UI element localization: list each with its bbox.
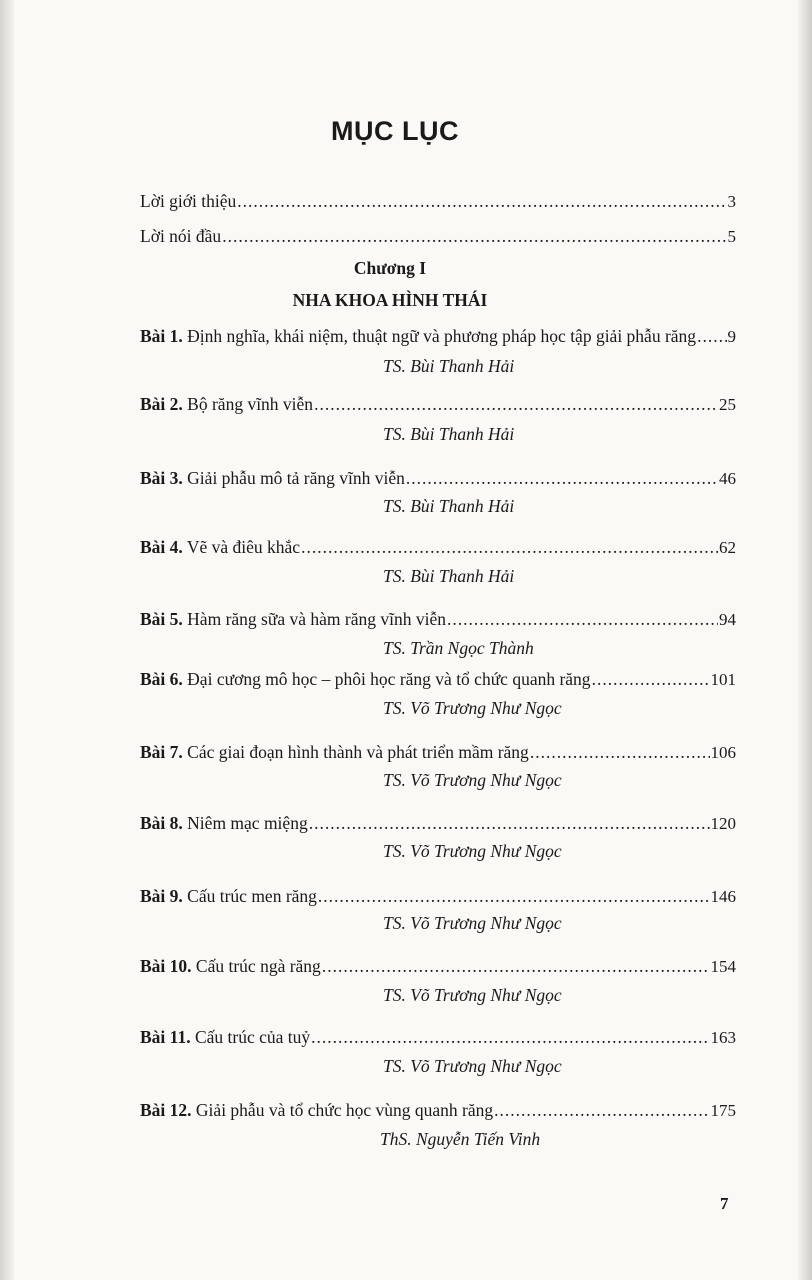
entry-page: 5 [727,227,736,246]
dot-leader [301,537,718,558]
lesson-number: Bài 6. [140,669,183,689]
lesson-title: Định nghĩa, khái niệm, thuật ngữ và phương pháp học tập giải phẫu răng [182,326,697,346]
dot-leader [494,1100,709,1121]
lesson-title: Cấu trúc men răng [182,886,317,906]
lesson-number: Bài 9. [140,886,183,906]
lesson-page: 163 [710,1028,736,1047]
lesson-number: Bài 8. [140,813,183,833]
lesson-author: TS. Bùi Thanh Hải [383,424,515,444]
toc-entry-lesson-1 [140,326,736,347]
toc-entry-lesson-12 [140,1100,736,1121]
lesson-author: TS. Trần Ngọc Thành [383,638,534,658]
toc-entry-lesson-8 [140,813,736,834]
dot-leader [309,813,710,834]
lesson-page: 101 [710,670,736,689]
lesson-page: 146 [710,887,736,906]
lesson-author: TS. Bùi Thanh Hải [383,566,515,586]
lesson-title: Các giai đoạn hình thành và phát triển mầm răng [182,742,529,762]
lesson-title: Hàm răng sữa và hàm răng vĩnh viễn [182,609,446,629]
dot-leader [237,191,726,212]
toc-entry-lesson-4 [140,537,736,558]
lesson-number: Bài 4. [140,537,183,557]
lesson-page: 120 [710,814,736,833]
lesson-author: TS. Võ Trương Như Ngọc [383,1056,562,1076]
toc-entry-lesson-7 [140,742,736,763]
dot-leader [222,226,726,247]
dot-leader [318,886,710,907]
lesson-number: Bài 12. [140,1100,192,1120]
lesson-author: TS. Võ Trương Như Ngọc [383,985,562,1005]
page-edge-left [0,0,14,1280]
toc-entry-lesson-11 [140,1027,736,1048]
lesson-title: Cấu trúc của tuỷ [190,1027,311,1047]
page-number: 7 [720,1194,729,1213]
lesson-number: Bài 1. [140,326,183,346]
lesson-author: TS. Võ Trương Như Ngọc [383,770,562,790]
lesson-title: Cấu trúc ngà răng [191,956,321,976]
dot-leader [697,326,726,347]
lesson-number: Bài 11. [140,1027,191,1047]
dot-leader [447,609,718,630]
dot-leader [322,956,710,977]
lesson-title: Giải phẫu và tổ chức học vùng quanh răng [191,1100,494,1120]
lesson-title: Giải phẫu mô tả răng vĩnh viễn [182,468,405,488]
lesson-page: 25 [719,395,736,414]
dot-leader [592,669,710,690]
page-title: MỤC LỤC [331,116,459,146]
lesson-number: Bài 7. [140,742,183,762]
lesson-author: TS. Võ Trương Như Ngọc [383,913,562,933]
chapter-name: NHA KHOA HÌNH THÁI [292,290,488,310]
lesson-number: Bài 3. [140,468,183,488]
dot-leader [530,742,710,763]
lesson-page: 94 [719,610,736,629]
lesson-number: Bài 5. [140,609,183,629]
toc-entry-lesson-6 [140,669,736,690]
lesson-number: Bài 10. [140,956,192,976]
dot-leader [314,394,718,415]
toc-entry-lesson-5 [140,609,736,630]
lesson-page: 106 [710,743,736,762]
lesson-author: TS. Võ Trương Như Ngọc [383,698,562,718]
page-edge-right [798,0,812,1280]
toc-entry-lesson-3 [140,468,736,489]
entry-label: Lời nói đầu [140,226,222,246]
dot-leader [311,1027,709,1048]
lesson-author: TS. Bùi Thanh Hải [383,496,515,516]
lesson-title: Vẽ và điêu khắc [182,537,301,557]
chapter-number: Chương I [353,258,427,278]
lesson-page: 62 [719,538,736,557]
toc-entry-intro [140,191,736,212]
lesson-author: ThS. Nguyễn Tiến Vinh [380,1129,541,1149]
lesson-author: TS. Bùi Thanh Hải [383,356,515,376]
toc-entry-lesson-9 [140,886,736,907]
lesson-page: 9 [727,327,736,346]
lesson-page: 175 [710,1101,736,1120]
toc-entry-preface [140,226,736,247]
lesson-page: 46 [719,469,736,488]
lesson-title: Niêm mạc miệng [182,813,308,833]
lesson-page: 154 [710,957,736,976]
dot-leader [406,468,718,489]
toc-entry-lesson-2 [140,394,736,415]
lesson-title: Đại cương mô học – phôi học răng và tổ chức quanh răng [182,669,591,689]
lesson-title: Bộ răng vĩnh viễn [182,394,314,414]
entry-page: 3 [727,192,736,211]
toc-entry-lesson-10 [140,956,736,977]
lesson-author: TS. Võ Trương Như Ngọc [383,841,562,861]
entry-label: Lời giới thiệu [140,191,237,211]
lesson-number: Bài 2. [140,394,183,414]
